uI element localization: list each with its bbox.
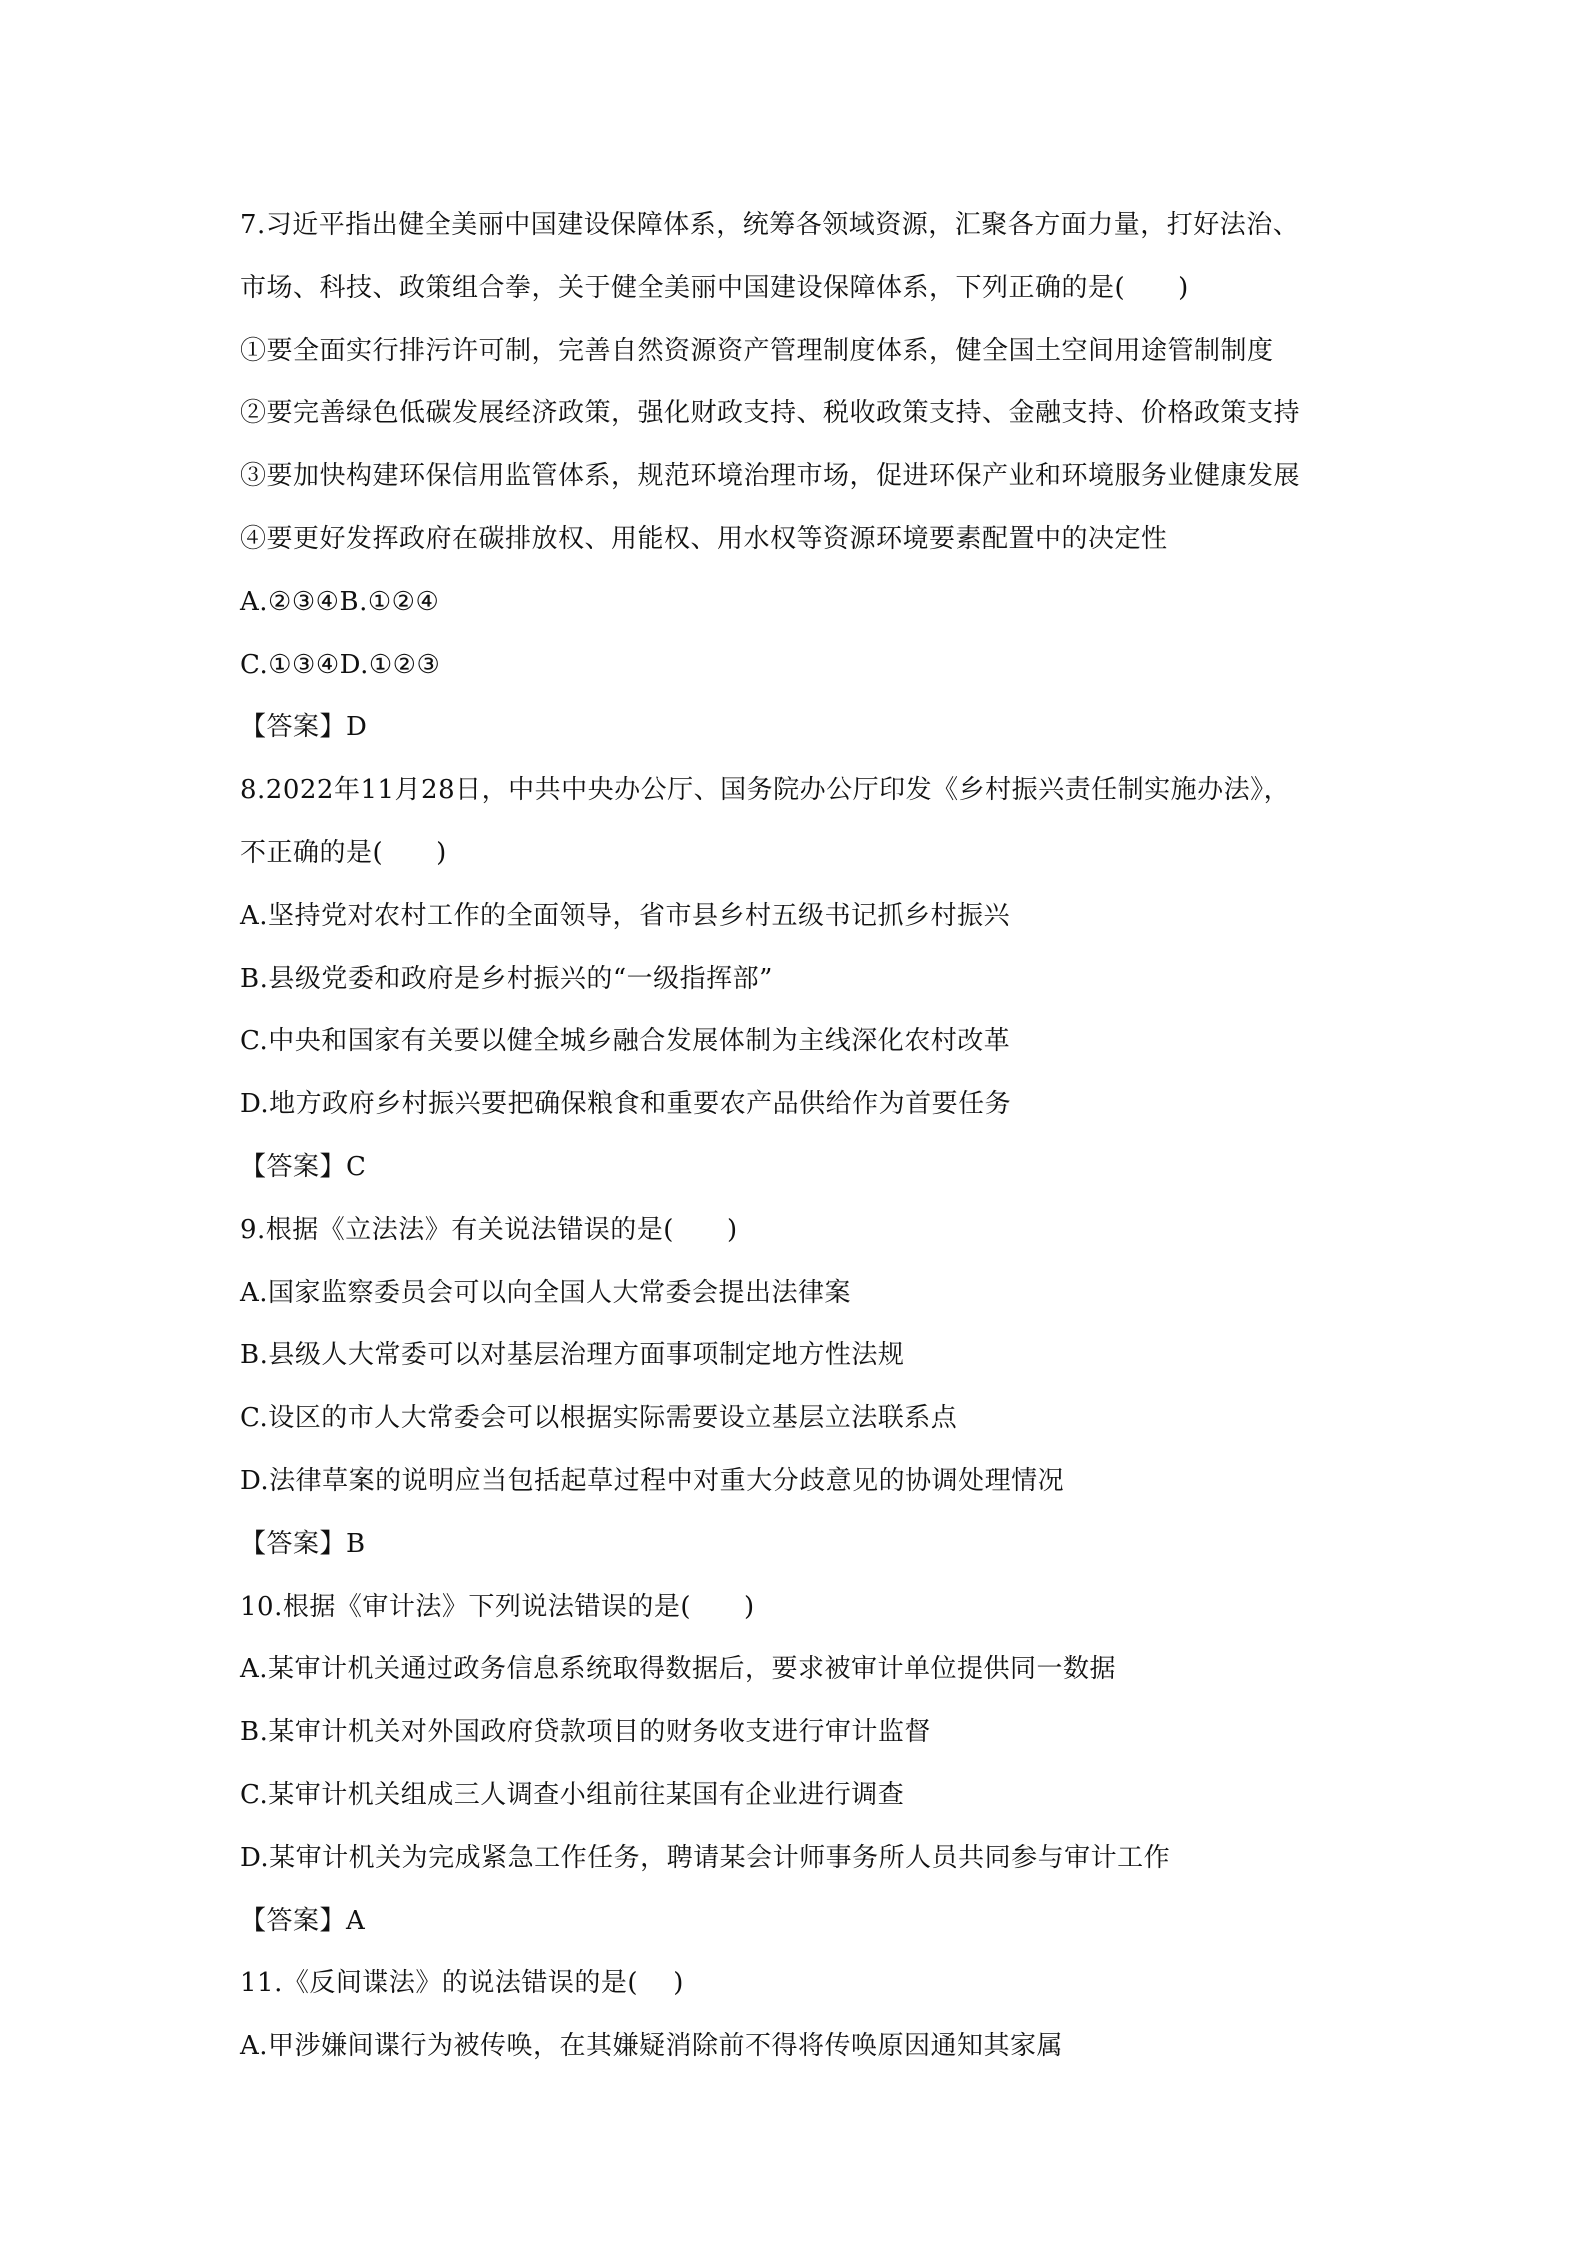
- answer-line: 【答案】A: [240, 1905, 366, 1936]
- option-line: B.某审计机关对外国政府贷款项目的财务收支进行审计监督: [240, 1717, 931, 1748]
- question-stem-line: 7.习近平指出健全美丽中国建设保障体系，统筹各领域资源，汇聚各方面力量，打好法治、: [240, 210, 1300, 240]
- question-7: [240, 202, 1360, 767]
- option-line: A.国家监察委员会可以向全国人大常委会提出法律案: [240, 1277, 852, 1308]
- answer-line: 【答案】D: [240, 712, 368, 743]
- question-stem-line: 8.2022年11月28日，中共中央办公厅、国务院办公厅印发《乡村振兴责任制实施办法》，: [240, 775, 1291, 806]
- statement: ②要完善绿色低碳发展经济政策，强化财政支持、税收政策支持、金融支持、价格政策支持: [240, 398, 1301, 429]
- option-line: B.县级人大常委可以对基层治理方面事项制定地方性法规: [240, 1340, 905, 1371]
- statement: ④要更好发挥政府在碳排放权、用能权、用水权等资源环境要素配置中的决定性: [240, 523, 1168, 554]
- option-line: A.某审计机关通过政务信息系统取得数据后，要求被审计单位提供同一数据: [240, 1654, 1117, 1685]
- question-8: [240, 767, 1360, 1207]
- option-line: C.①③④D.①②③: [240, 649, 441, 680]
- option-line: C.设区的市人大常委会可以根据实际需要设立基层立法联系点: [240, 1403, 958, 1434]
- question-stem-line: 不正确的是( ): [240, 837, 447, 868]
- option-line: A.坚持党对农村工作的全面领导，省市县乡村五级书记抓乡村振兴: [240, 900, 1011, 931]
- statement: ①要全面实行排污许可制，完善自然资源资产管理制度体系，健全国土空间用途管制制度: [240, 335, 1274, 366]
- option-line: A.②③④B.①②④: [240, 586, 440, 617]
- option-line: D.法律草案的说明应当包括起草过程中对重大分歧意见的协调处理情况: [240, 1465, 1065, 1496]
- option-line: C.某审计机关组成三人调查小组前往某国有企业进行调查: [240, 1779, 905, 1810]
- option-line: C.中央和国家有关要以健全城乡融合发展体制为主线深化农村改革: [240, 1026, 1011, 1057]
- option-line: D.地方政府乡村振兴要把确保粮食和重要农产品供给作为首要任务: [240, 1089, 1012, 1120]
- question-stem-line: 11.《反间谍法》的说法错误的是( ): [240, 1968, 684, 1999]
- document-body: [240, 202, 1360, 2086]
- statement: ③要加快构建环保信用监管体系，规范环境治理市场，促进环保产业和环境服务业健康发展: [240, 461, 1301, 492]
- question-stem-line: 9.根据《立法法》有关说法错误的是( ): [240, 1214, 738, 1245]
- question-stem-line: 10.根据《审计法》下列说法错误的是( ): [240, 1591, 755, 1622]
- option-line: B.县级党委和政府是乡村振兴的“一级指挥部”: [240, 963, 773, 994]
- option-line: D.某审计机关为完成紧急工作任务，聘请某会计师事务所人员共同参与审计工作: [240, 1842, 1171, 1873]
- question-10: [240, 1584, 1360, 1961]
- option-line: A.甲涉嫌间谍行为被传唤，在其嫌疑消除前不得将传唤原因通知其家属: [240, 2031, 1064, 2062]
- answer-line: 【答案】C: [240, 1151, 367, 1182]
- answer-line: 【答案】B: [240, 1528, 366, 1559]
- question-11: [240, 1960, 1360, 2086]
- question-stem-line: 市场、科技、政策组合拳，关于健全美丽中国建设保障体系，下列正确的是( ): [240, 272, 1189, 303]
- question-9: [240, 1207, 1360, 1584]
